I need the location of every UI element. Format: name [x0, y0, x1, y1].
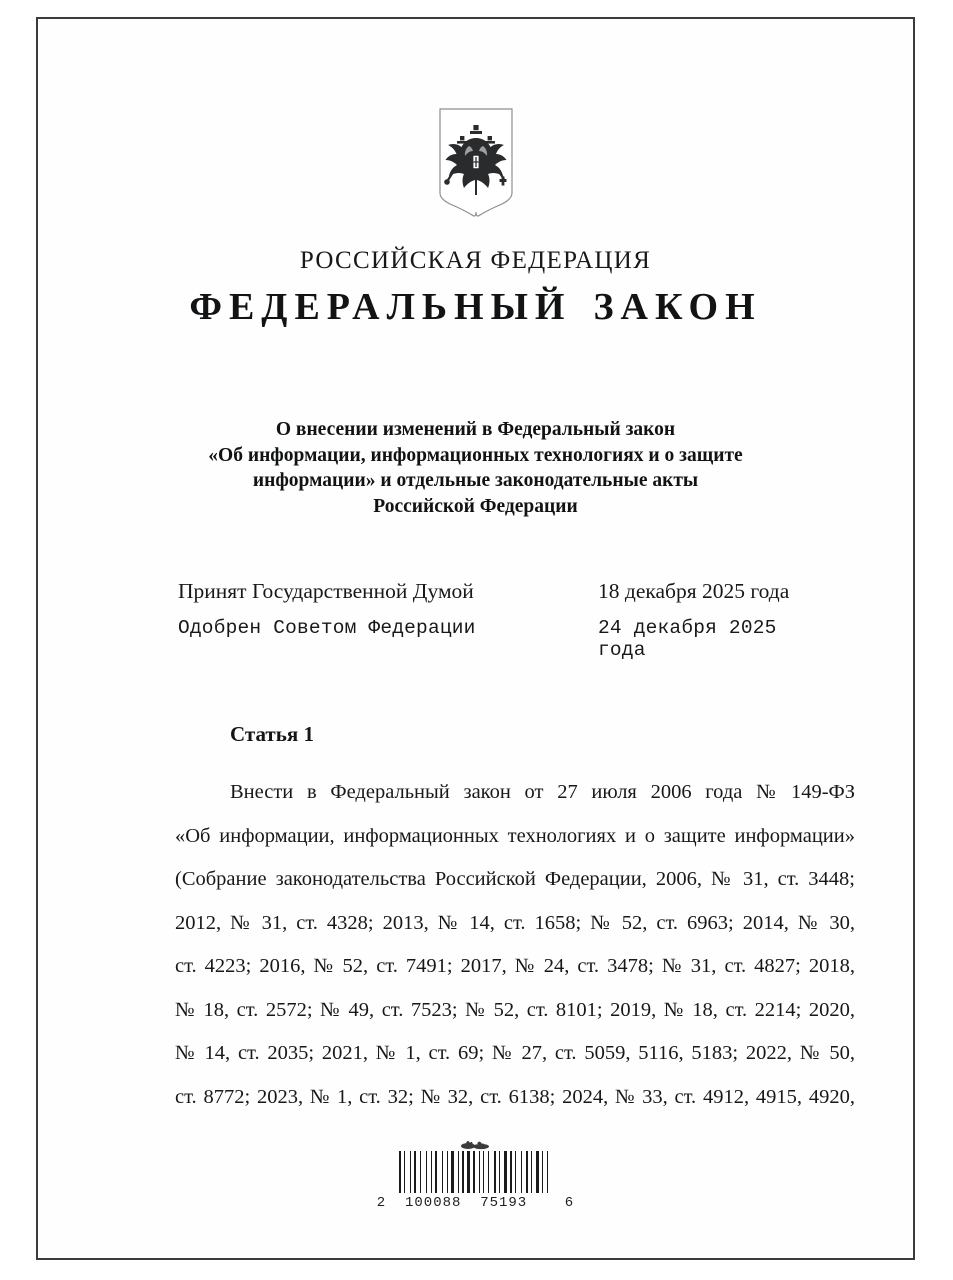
adoption-row-council: [178, 617, 808, 661]
adoption-date-duma: 18 декабря 2025 года: [598, 579, 790, 603]
law-word-part-1: ФЕДЕРАЛЬНЫЙ: [189, 286, 572, 328]
adoption-label-council: Одобрен Советом Федерации: [178, 617, 476, 639]
body-line: 2012, № 31, ст. 4328; 2013, № 14, ст. 1658; № 52, ст. 6963; 2014, № 30,: [175, 911, 855, 934]
coat-of-arms-container: [38, 107, 913, 217]
subtitle-line: информации» и отдельные законодательные акты: [252, 470, 699, 491]
subtitle-line: «Об информации, информационных технологиях и о защите: [208, 444, 743, 466]
barcode-ornament-icon: [459, 1137, 493, 1150]
adoption-row-duma: [178, 579, 808, 617]
adoption-label-duma: Принят Государственной Думой: [178, 579, 474, 603]
document-subtitle: [188, 417, 763, 519]
document-page: [38, 19, 913, 1258]
body-line: № 18, ст. 2572; № 49, ст. 7523; № 52, ст. 8101; 2019, № 18, ст. 2214; 2020,: [175, 998, 855, 1021]
body-line: Внести в Федеральный закон от 27 июля 2006 года № 149-ФЗ: [230, 781, 855, 803]
adoption-block: [178, 579, 808, 661]
body-line: (Собрание законодательства Российской Федерации, 2006, № 31, ст. 3448;: [175, 868, 855, 890]
law-word-part-2: ЗАКОН: [593, 286, 762, 328]
barcode-block: [38, 1137, 913, 1211]
article-heading: Статья 1: [230, 722, 314, 746]
subtitle-line: О внесении изменений в Федеральный закон: [275, 419, 676, 440]
barcode-digits: 2 100088 75193 6: [376, 1195, 575, 1211]
article-body: [175, 771, 855, 1119]
subtitle-line: Российской Федерации: [373, 495, 578, 517]
body-line: ст. 8772; 2023, № 1, ст. 32; № 32, ст. 6138; 2024, № 33, ст. 4912, 4915, 4920,: [175, 1085, 855, 1108]
scanned-page-frame: [36, 17, 915, 1260]
country-heading: РОССИЙСКАЯ ФЕДЕРАЦИЯ: [299, 247, 652, 274]
barcode-bars: [399, 1151, 553, 1193]
russian-coat-of-arms-icon: [436, 107, 516, 217]
document-type-heading: [38, 285, 913, 329]
adoption-date-council: 24 декабря 2025 года: [598, 617, 777, 661]
body-line: «Об информации, информационных технологиях и о защите информации»: [175, 824, 855, 847]
body-line: № 14, ст. 2035; 2021, № 1, ст. 69; № 27, ст. 5059, 5116, 5183; 2022, № 50,: [175, 1042, 855, 1064]
body-line: ст. 4223; 2016, № 52, ст. 7491; 2017, № 24, ст. 3478; № 31, ст. 4827; 2018,: [175, 955, 855, 977]
